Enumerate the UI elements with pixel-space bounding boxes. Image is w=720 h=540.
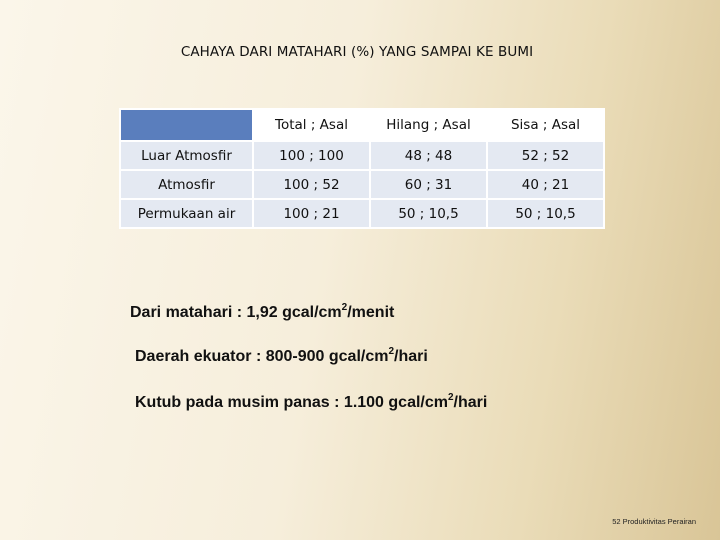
note-unit: /menit — [347, 304, 395, 321]
note-unit: /hari — [394, 348, 428, 365]
table-cell: 40 ; 21 — [487, 170, 604, 199]
note-daerah-ekuator — [135, 346, 428, 366]
header-cell-total: Total ; Asal — [253, 109, 370, 141]
table-cell: 100 ; 21 — [253, 199, 370, 228]
table-row — [120, 170, 604, 199]
header-corner-cell — [120, 109, 253, 141]
table-cell: 50 ; 10,5 — [370, 199, 487, 228]
note-dari-matahari — [130, 302, 394, 322]
row-label: Luar Atmosfir — [120, 141, 253, 170]
note-text: Kutub pada musim panas : 1.100 gcal/cm — [135, 394, 448, 411]
note-superscript: 2 — [388, 346, 395, 357]
row-label: Atmosfir — [120, 170, 253, 199]
slide-title: CAHAYA DARI MATAHARI (%) YANG SAMPAI KE BUMI — [180, 44, 534, 60]
table-cell: 60 ; 31 — [370, 170, 487, 199]
note-text: Dari matahari : 1,92 gcal/cm — [130, 304, 342, 321]
table-header-row — [120, 109, 604, 141]
note-superscript: 2 — [341, 302, 348, 313]
data-table — [119, 108, 605, 229]
table-cell: 48 ; 48 — [370, 141, 487, 170]
note-kutub-musim-panas — [135, 392, 487, 412]
slide-footer: 52 Produktivitas Perairan — [612, 517, 696, 526]
header-cell-sisa: Sisa ; Asal — [487, 109, 604, 141]
table-cell: 52 ; 52 — [487, 141, 604, 170]
table-cell: 100 ; 100 — [253, 141, 370, 170]
table-cell: 100 ; 52 — [253, 170, 370, 199]
note-text: Daerah ekuator : 800-900 gcal/cm — [135, 348, 389, 365]
note-unit: /hari — [453, 394, 488, 411]
table-row — [120, 141, 604, 170]
row-label: Permukaan air — [120, 199, 253, 228]
header-cell-hilang: Hilang ; Asal — [370, 109, 487, 141]
note-superscript: 2 — [447, 392, 454, 403]
table-cell: 50 ; 10,5 — [487, 199, 604, 228]
table-row — [120, 199, 604, 228]
